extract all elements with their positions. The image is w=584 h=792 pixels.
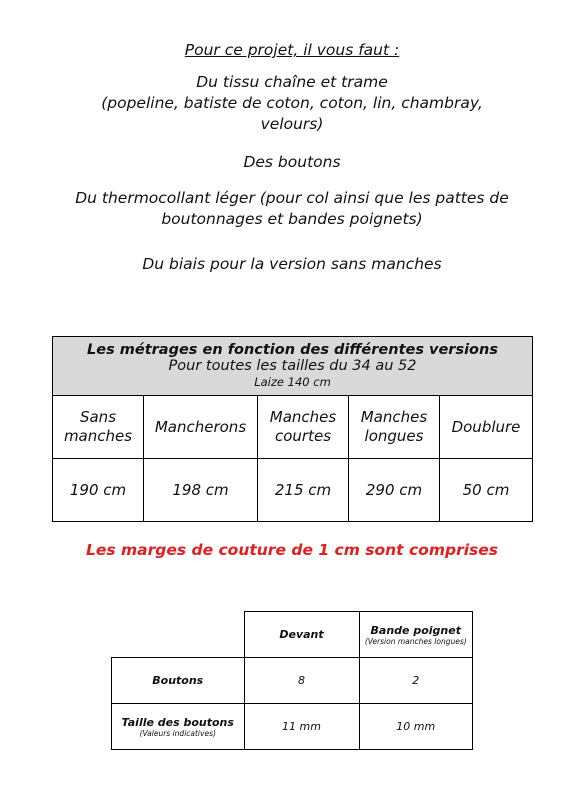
empty-corner-cell [112, 612, 245, 658]
size-front-value: 11 mm [244, 704, 359, 750]
column-header: Doublure [440, 396, 533, 459]
fabric-requirement [0, 72, 584, 135]
seam-allowance-note: Les marges de couture de 1 cm sont comprises [85, 541, 498, 559]
materials-heading-text: Pour ce projet, il vous faut : [184, 41, 400, 59]
column-header: Manches longues [349, 396, 440, 459]
interfacing-requirement [0, 188, 584, 230]
yardage-title: Les métrages en fonction des différentes versions [87, 342, 498, 358]
yardage-sizes: Pour toutes les tailles du 34 au 52 [168, 358, 417, 374]
bias-line: Du biais pour la version sans manches [142, 255, 442, 273]
buttons-front-value: 8 [244, 658, 359, 704]
size-note: (Valeurs indicatives) [139, 728, 216, 738]
cuff-label: Bande poignet [370, 623, 461, 637]
size-label: Taille des boutons [121, 715, 234, 729]
buttons-table [111, 611, 473, 750]
row-header-buttons: Boutons [112, 658, 245, 704]
buttons-line: Des boutons [243, 153, 341, 171]
yardage-value: 198 cm [144, 459, 258, 522]
yardage-value: 290 cm [349, 459, 440, 522]
yardage-value: 190 cm [53, 459, 144, 522]
bias-requirement [0, 254, 584, 275]
row-header-size [112, 704, 245, 750]
fabric-types: (popeline, batiste de coton, coton, lin, chambray, velours) [101, 94, 483, 133]
cuff-note: (Version manches longues) [364, 636, 467, 646]
column-header-front: Devant [244, 612, 359, 658]
yardage-table-header [53, 337, 533, 396]
column-header: Sans manches [53, 396, 144, 459]
yardage-fabric-width: Laize 140 cm [254, 375, 331, 389]
size-cuff-value: 10 mm [359, 704, 473, 750]
column-header: Manches courtes [258, 396, 349, 459]
fabric-line: Du tissu chaîne et trame [196, 73, 388, 91]
yardage-table [52, 336, 533, 522]
column-header: Mancherons [144, 396, 258, 459]
buttons-cuff-value: 2 [359, 658, 473, 704]
interfacing-line: Du thermocollant léger (pour col ainsi que les pattes de boutonnages et bandes poignets) [75, 189, 509, 228]
column-header-cuff [359, 612, 473, 658]
buttons-requirement [0, 152, 584, 173]
yardage-value: 215 cm [258, 459, 349, 522]
materials-heading [0, 40, 584, 61]
yardage-value: 50 cm [440, 459, 533, 522]
